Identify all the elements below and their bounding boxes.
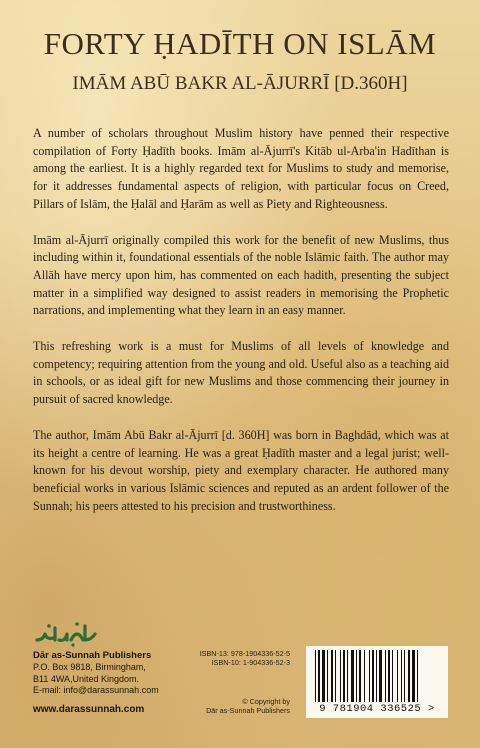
book-title: FORTY ḤADĪTH ON ISLĀM [43,26,437,61]
isbn-10: ISBN-10: 1-904336-52-3 [211,658,290,667]
publisher-address-line-1: P.O. Box 9818, Birmingham, [33,662,146,672]
barcode [306,646,448,718]
blurb-paragraph-4: The author, Imām Abū Bakr al-Ājurrī [d. 360H] was born in Baghdād, which was at its height a centre of learning. He was a great Ḥadīth master and a legal jurist; well-known for his devout worship, piety and exemplary character. He authored many beneficial works in various Islāmic sciences and reputed as an ardent follower of the Sunnah; his peers attested to his precision and trustworthiness. [33,427,449,513]
publisher-website: www.darassunnah.com [33,704,145,715]
publisher-address-line-2: B11 4WA,United Kingdom. [33,673,140,684]
publisher-email: E-mail: info@darassunnah.com [33,685,159,695]
blurb-paragraph-1: A number of scholars throughout Muslim history have penned their respective compilation of Forty Ḥadīth books. Imām al-Ājurrī's Kitāb ul-Arba'in Hadīthan is among the earliest. It is a highly regarded text for Muslims to study and memorise, for it addresses fundamental aspects of religion, with particular focus on Creed, Pillars of Islām, the Ḥalāl and Ḥarām as well as Piety and Righteousness. [33,126,449,211]
blurb-text [33,125,449,533]
publisher-block [33,618,213,697]
author-subtitle: IMĀM ABŪ BAKR AL-ĀJURRĪ [D.360H] [72,73,408,94]
blurb-paragraph-2: Imām al-Ājurrī originally compiled this work for the benefit of new Muslims, thus including within it, foundational essentials of the noble Islāmic faith. The author may Allāh have mercy upon him, has commented on each hadith, presenting the subject matter in a simplified way designed to assist readers in memorising the Prophetic narrations, and implementing what they learn in an easy manner. [33,232,449,318]
copyright-line-2: Dār as-Sunnah Publishers [206,706,290,715]
publisher-name: Dār as-Sunnah Publishers [33,650,152,661]
barcode-digits: 9 781904 336525 > [319,703,435,715]
isbn-block [200,649,290,667]
barcode-bars-icon [311,650,443,702]
copyright-line-1: © Copyright by [242,697,290,706]
dar-as-sunnah-logo-icon [33,618,99,648]
blurb-paragraph-3: This refreshing work is a must for Muslims of all levels of knowledge and competency; requiring attention from the young and old. Useful also as a teaching aid in schools, or as ideal gift for new Muslims and those commencing their journey in pursuit of sacred knowledge. [33,339,449,407]
copyright-block [206,697,290,715]
isbn-13: ISBN-13: 978-1904336-52-5 [199,649,290,658]
